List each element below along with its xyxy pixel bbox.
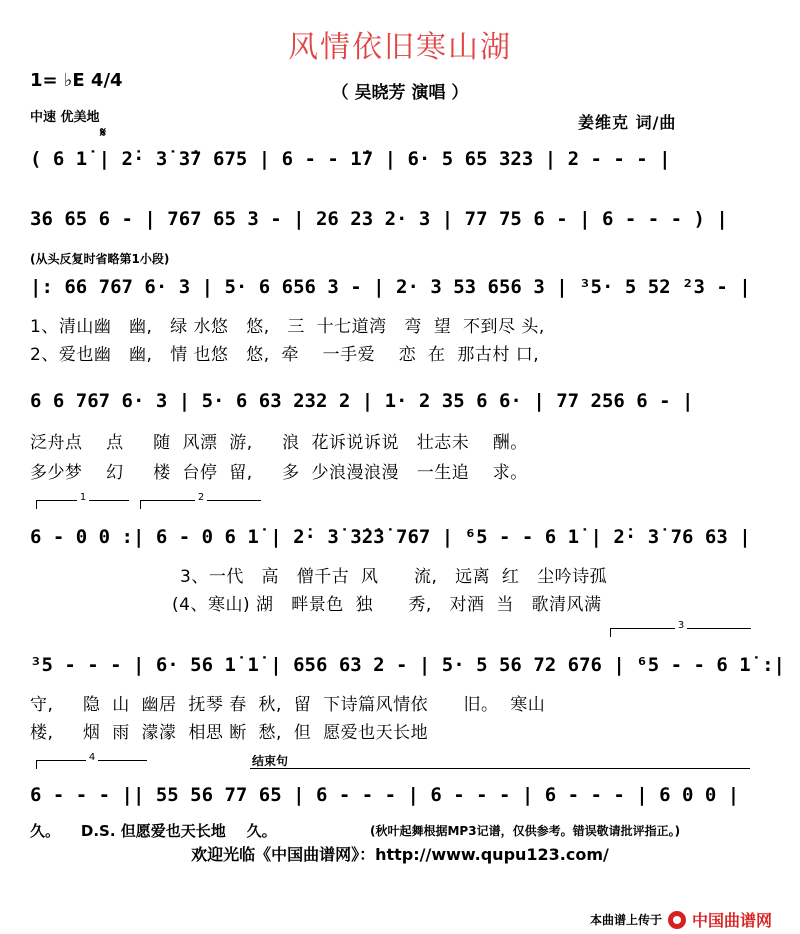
notation-system-1: ( 6 1̇ | 2̇· 3̇ 3̇7 675 | 6 - - 1̇7 | 6· 5 65 323 | 2 - - - | (30, 148, 671, 170)
volta-bracket-4: 4 (36, 760, 147, 769)
segno-icon: 𝄋 (100, 125, 107, 141)
composer-credit: 姜维克 词/曲 (578, 113, 677, 132)
volta-bracket-2: 2 (140, 500, 261, 509)
transcription-note: (秋叶起舞根据MP3记谱，仅供参考。错误敬请批评指正。) (370, 824, 681, 838)
lyric-line: 1、清山幽 幽, 绿 水悠 悠, 三 十七道湾 弯 望 不到尽 头, (30, 317, 545, 337)
qupu-logo-icon (668, 911, 686, 929)
notation-system-4: 6 6 767 6· 3 | 5· 6 63 232 2 | 1· 2 35 6 6· | 77 256 6 - | (30, 390, 694, 412)
uploader-label: 本曲谱上传于 (590, 913, 663, 927)
lyric-line: 守, 隐 山 幽居 抚琴 春 秋, 留 下诗篇风情依 旧。 寒山 (30, 695, 546, 715)
notation-system-2: 36 65 6 - | 767 65 3 - | 26 23 2· 3 | 77 75 6 - | 6 - - - ) | (30, 208, 728, 230)
volta-bracket-1: 1 (36, 500, 129, 509)
tempo-marking: 中速 优美地 (30, 110, 100, 125)
singer-credit: （ 吴晓芳 演唱 ） (331, 83, 469, 103)
ending-label: 结束句 (252, 754, 289, 768)
lyric-line: 多少梦 幻 楼 台停 留, 多 少浪漫浪漫 一生追 求。 (30, 463, 528, 483)
lyric-line: 2、爱也幽 幽, 情 也悠 悠, 牵 一手爱 恋 在 那古村 口, (30, 345, 540, 365)
lyric-line: 3、一代 高 僧千古 风 流, 远离 红 尘吟诗孤 (180, 567, 608, 587)
brand-name: 中国曲谱网 (692, 911, 773, 930)
lyric-line: 楼, 烟 雨 濛濛 相思 断 愁, 但 愿爱也天长地 (30, 723, 429, 743)
volta-bracket-3: 3 (610, 628, 751, 637)
notation-system-6: ³5 - - - | 6· 56 1̇ 1̇ | 656 63 2 - | 5· 5 56 72 676 | ⁶5 - - 6 1̇ :| (30, 654, 785, 676)
repeat-instruction: (从头反复时省略第1小段) (30, 252, 170, 266)
ending-bracket (250, 768, 750, 769)
song-title: 风情依旧寒山湖 (288, 30, 512, 65)
key-signature: 1= ♭E 4/4 (30, 70, 123, 91)
notation-system-7: 6 - - - || 55 56 77 65 | 6 - - - | 6 - - - | 6 - - - | 6 0 0 | (30, 784, 740, 806)
website-credit: 欢迎光临《中国曲谱网》：http://www.qupu123.com/ (191, 845, 609, 864)
lyric-line: 泛舟点 点 随 风漂 游, 浪 花诉说诉说 壮志未 酬。 (30, 433, 528, 453)
notation-system-3: |: 66 767 6· 3 | 5· 6 656 3 - | 2· 3 53 656 3 | ³5· 5 52 ²3 - | (30, 276, 751, 298)
lyric-line: (4、寒山) 湖 畔景色 独 秀, 对酒 当 歌清风满 (172, 595, 602, 615)
final-lyric-line: 久。 D.S. 但愿爱也天长地 久。 (30, 822, 277, 840)
uploader-footer (590, 908, 772, 931)
notation-system-5: 6 - 0 0 :| 6 - 0 6 1̇ | 2̇· 3̇ 3̇2̇3̇ 767 | ⁶5 - - 6 1̇ | 2̇· 3̇ 76 63 | (30, 526, 751, 548)
